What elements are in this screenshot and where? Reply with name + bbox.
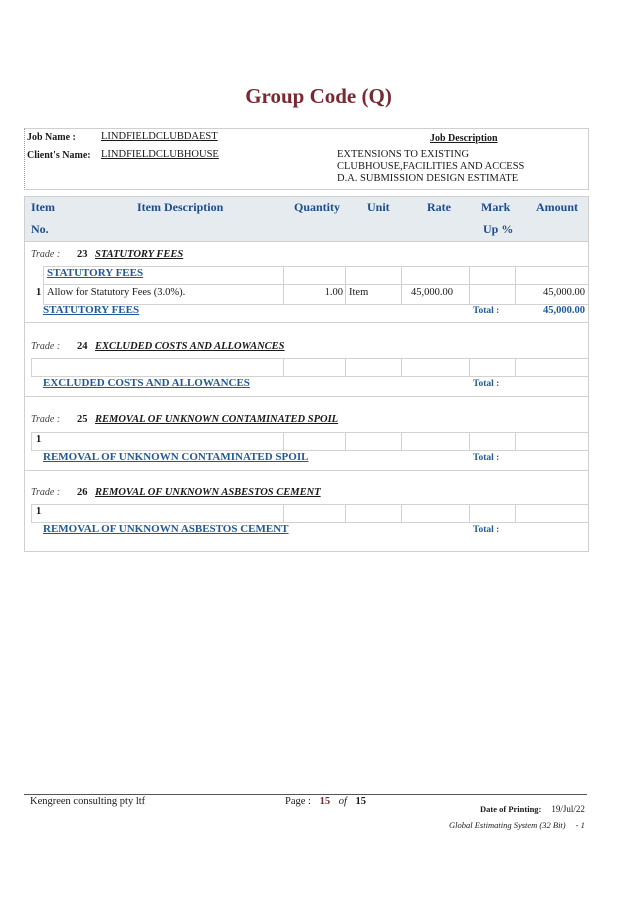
col-item-no: No.	[31, 222, 49, 236]
total-label: Total :	[473, 306, 500, 316]
trade-subheading: STATUTORY FEES	[47, 267, 144, 279]
page-label: Page :	[285, 796, 311, 807]
job-description-line-2: CLUBHOUSE,FACILITIES AND ACCESS	[337, 161, 525, 172]
item-amount: 45,000.00	[543, 287, 585, 298]
footer-company: Kengreen consulting pty ltf	[30, 796, 146, 807]
table-row	[25, 286, 588, 302]
divider	[345, 358, 346, 376]
divider	[283, 358, 284, 376]
trade-name: STATUTORY FEES	[95, 249, 184, 260]
col-markup-sub: Up %	[483, 222, 514, 236]
total-label: Total :	[473, 525, 500, 535]
col-markup: Mark	[481, 200, 511, 214]
page-title: Group Code (Q)	[245, 84, 392, 108]
divider	[283, 504, 284, 522]
col-unit: Unit	[367, 200, 390, 214]
col-item: Item	[31, 200, 55, 214]
footer-divider	[24, 794, 587, 795]
divider	[31, 504, 588, 505]
item-no: 1	[36, 287, 42, 298]
trade-label: Trade :	[31, 414, 61, 425]
divider	[469, 504, 470, 522]
divider	[25, 322, 588, 323]
total-label: Total :	[473, 379, 500, 389]
client-name-value: LINDFIELDCLUBHOUSE	[101, 149, 219, 160]
divider	[345, 504, 346, 522]
date-value: 19/Jul/22	[551, 804, 585, 814]
trade-footer-name: REMOVAL OF UNKNOWN CONTAMINATED SPOIL	[43, 451, 309, 463]
trade-footer-name: REMOVAL OF UNKNOWN ASBESTOS CEMENT	[43, 523, 289, 535]
trade-name: REMOVAL OF UNKNOWN ASBESTOS CEMENT	[95, 487, 321, 498]
job-info-box	[24, 128, 589, 190]
job-description-label: Job Description	[430, 133, 498, 144]
date-label: Date of Printing:	[480, 804, 542, 814]
client-name-label: Client's Name:	[27, 150, 91, 161]
trade-name: EXCLUDED COSTS AND ALLOWANCES	[95, 341, 285, 352]
trade-number: 24	[77, 341, 88, 352]
job-name-value: LINDFIELDCLUBDAEST	[101, 131, 218, 142]
job-description-line-1: EXTENSIONS TO EXISTING	[337, 149, 470, 160]
divider	[515, 432, 516, 450]
item-unit: Item	[349, 287, 369, 298]
trade-number: 26	[77, 487, 88, 498]
trade-name: REMOVAL OF UNKNOWN CONTAMINATED SPOIL	[95, 414, 339, 425]
job-name-label: Job Name :	[27, 132, 76, 143]
trade-label: Trade :	[31, 341, 61, 352]
trade-total: 45,000.00	[543, 305, 585, 316]
page-current: 15	[319, 796, 331, 807]
table-header	[24, 196, 589, 242]
divider	[515, 358, 516, 376]
trade-number: 23	[77, 249, 88, 260]
item-quantity: 1.00	[324, 287, 343, 298]
divider	[401, 432, 402, 450]
total-label: Total :	[473, 453, 500, 463]
divider	[469, 358, 470, 376]
divider	[43, 284, 588, 285]
system-name: Global Estimating System (32 Bit)	[449, 820, 566, 830]
page-total: 15	[355, 796, 366, 807]
divider	[31, 358, 588, 359]
divider	[401, 358, 402, 376]
trade-number: 25	[77, 414, 88, 425]
page-of: of	[338, 796, 347, 807]
trade-label: Trade :	[31, 487, 61, 498]
divider	[401, 504, 402, 522]
divider	[25, 470, 588, 471]
col-amount: Amount	[536, 200, 579, 214]
footer-system	[449, 815, 585, 833]
item-description: Allow for Statutory Fees (3.0%).	[47, 287, 186, 298]
trade-label: Trade :	[31, 249, 61, 260]
trade-footer-name: EXCLUDED COSTS AND ALLOWANCES	[43, 377, 250, 389]
col-quantity: Quantity	[294, 200, 341, 214]
trade-footer-name: STATUTORY FEES	[43, 304, 140, 316]
item-no: 1	[36, 434, 42, 445]
item-no: 1	[36, 506, 42, 517]
job-description-line-3: D.A. SUBMISSION DESIGN ESTIMATE	[337, 173, 519, 184]
divider	[31, 432, 32, 450]
divider	[345, 432, 346, 450]
system-suffix: - 1	[575, 820, 585, 830]
divider	[25, 396, 588, 397]
footer-page	[285, 796, 366, 807]
divider	[469, 432, 470, 450]
divider	[515, 504, 516, 522]
divider	[31, 432, 588, 433]
col-rate: Rate	[427, 200, 451, 214]
item-rate: 45,000.00	[411, 287, 453, 298]
divider	[31, 358, 32, 376]
table-body	[24, 240, 589, 552]
divider	[283, 432, 284, 450]
col-description: Item Description	[137, 200, 224, 214]
divider	[31, 504, 32, 522]
